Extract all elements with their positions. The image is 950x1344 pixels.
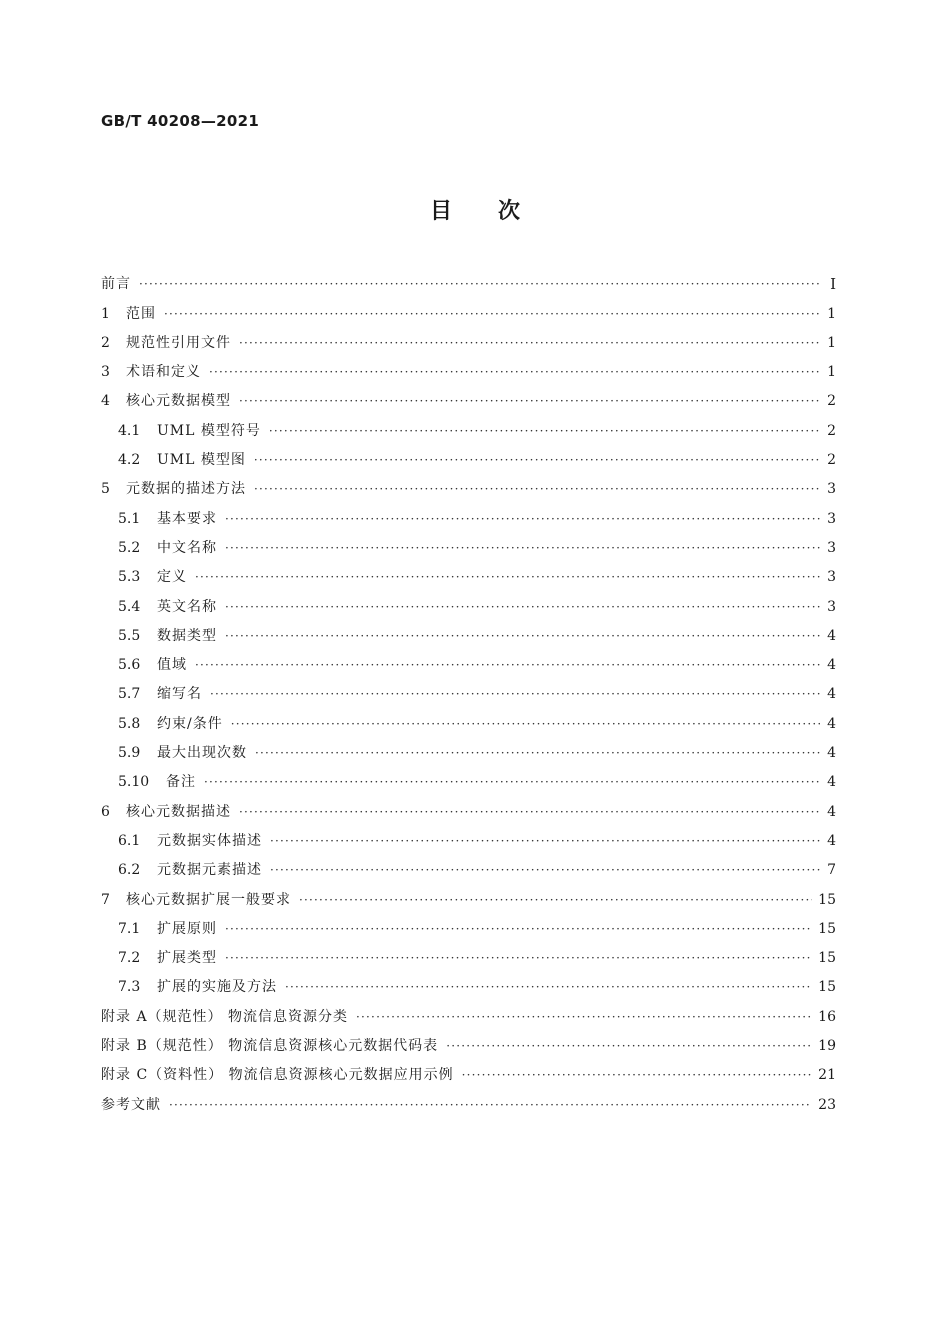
toc-entry[interactable] [101, 1061, 836, 1090]
toc-entry-page: 2 [827, 422, 836, 439]
toc-entry-page: 1 [827, 364, 836, 381]
toc-entry-page: 3 [827, 539, 836, 556]
toc-entry-page: 21 [818, 1067, 836, 1084]
toc-entry-number: 4 [101, 393, 110, 410]
table-of-contents [101, 270, 836, 1120]
toc-entry[interactable] [101, 856, 836, 885]
toc-entry-label: 缩写名 [157, 686, 202, 703]
toc-entry[interactable] [101, 944, 836, 973]
toc-entry-number: 7.1 [118, 920, 141, 937]
toc-entry-number: 5.7 [118, 686, 141, 703]
toc-entry-page: 4 [827, 657, 836, 674]
toc-dot-leader [270, 827, 820, 856]
toc-entry-page: I [830, 275, 836, 294]
toc-entry[interactable] [101, 1090, 836, 1119]
toc-entry-number: 5.5 [118, 627, 141, 644]
toc-entry-page: 3 [827, 481, 836, 498]
toc-entry-page: 4 [827, 803, 836, 820]
toc-entry-number: 5.1 [118, 510, 141, 527]
toc-entry-page: 15 [818, 950, 836, 967]
toc-entry-page: 4 [827, 686, 836, 703]
toc-entry-page: 16 [818, 1008, 836, 1025]
toc-entry[interactable] [101, 475, 836, 504]
toc-entry[interactable] [101, 827, 836, 856]
toc-dot-leader [285, 973, 812, 1002]
toc-entry-number: 7.2 [118, 950, 141, 967]
toc-entry-label: 附录 B（规范性） 物流信息资源核心元数据代码表 [101, 1038, 439, 1055]
toc-dot-leader [231, 710, 820, 739]
toc-entry-page: 4 [827, 715, 836, 732]
toc-entry[interactable] [101, 270, 836, 299]
toc-dot-leader [225, 622, 820, 651]
toc-dot-leader [254, 475, 820, 504]
toc-entry-label: 核心元数据扩展一般要求 [126, 891, 291, 908]
toc-dot-leader [446, 1032, 812, 1061]
toc-entry[interactable] [101, 1032, 836, 1061]
toc-entry-label: 数据类型 [157, 627, 217, 644]
toc-entry[interactable] [101, 446, 836, 475]
toc-entry-label: 扩展类型 [157, 950, 217, 967]
toc-entry-label: 中文名称 [157, 539, 217, 556]
toc-dot-leader [169, 1091, 812, 1120]
toc-entry-page: 7 [827, 862, 836, 879]
toc-entry-label: 扩展原则 [157, 920, 217, 937]
toc-dot-leader [209, 358, 820, 387]
toc-entry-number: 2 [101, 334, 110, 351]
toc-entry[interactable] [101, 592, 836, 621]
toc-dot-leader [204, 768, 820, 797]
toc-dot-leader [270, 856, 820, 885]
toc-entry-number: 4.1 [118, 422, 141, 439]
toc-dot-leader [239, 798, 820, 827]
toc-dot-leader [139, 270, 820, 299]
toc-entry-number: 7 [101, 891, 110, 908]
toc-entry-label: 元数据的描述方法 [126, 481, 246, 498]
toc-entry-label: 附录 C（资料性） 物流信息资源核心元数据应用示例 [101, 1067, 454, 1084]
toc-entry-page: 1 [827, 334, 836, 351]
toc-entry-number: 1 [101, 305, 110, 322]
toc-dot-leader [225, 944, 812, 973]
toc-entry-number: 6.1 [118, 832, 141, 849]
toc-entry-number: 5.2 [118, 539, 141, 556]
toc-dot-leader [195, 563, 820, 592]
toc-entry[interactable] [101, 358, 836, 387]
toc-entry-page: 23 [818, 1096, 836, 1113]
toc-entry[interactable] [101, 534, 836, 563]
toc-entry-number: 4.2 [118, 452, 141, 469]
toc-entry-label: 核心元数据模型 [126, 393, 231, 410]
toc-entry-label: 范围 [126, 305, 156, 322]
toc-entry-label: 最大出现次数 [157, 745, 247, 762]
toc-entry-page: 4 [827, 832, 836, 849]
toc-entry[interactable] [101, 299, 836, 328]
toc-entry[interactable] [101, 885, 836, 914]
toc-entry-label: UML 模型符号 [157, 422, 261, 439]
toc-entry[interactable] [101, 709, 836, 738]
toc-title: 目次 [429, 199, 566, 224]
toc-entry-page: 4 [827, 627, 836, 644]
toc-entry-label: 值域 [157, 657, 187, 674]
toc-entry-number: 7.3 [118, 979, 141, 996]
toc-entry[interactable] [101, 504, 836, 533]
toc-entry[interactable] [101, 973, 836, 1002]
toc-entry-label: 核心元数据描述 [126, 803, 231, 820]
toc-dot-leader [356, 1003, 812, 1032]
toc-entry[interactable] [101, 416, 836, 445]
toc-entry-page: 15 [818, 920, 836, 937]
toc-entry-label: UML 模型图 [157, 452, 246, 469]
toc-dot-leader [195, 651, 820, 680]
toc-dot-leader [225, 593, 820, 622]
toc-entry[interactable] [101, 768, 836, 797]
toc-entry-number: 5.8 [118, 715, 141, 732]
toc-entry-page: 3 [827, 598, 836, 615]
toc-entry[interactable] [101, 739, 836, 768]
toc-entry-label: 参考文献 [101, 1096, 161, 1113]
toc-entry-label: 元数据实体描述 [157, 832, 262, 849]
toc-entry-number: 3 [101, 364, 110, 381]
toc-entry-number: 5.9 [118, 745, 141, 762]
toc-entry-page: 19 [818, 1038, 836, 1055]
toc-entry[interactable] [101, 329, 836, 358]
toc-entry-number: 6.2 [118, 862, 141, 879]
toc-dot-leader [254, 446, 820, 475]
toc-entry-number: 5.6 [118, 657, 141, 674]
toc-entry-label: 术语和定义 [126, 364, 201, 381]
toc-entry-number: 5.3 [118, 569, 141, 586]
toc-entry-label: 前言 [101, 276, 131, 293]
toc-entry[interactable] [101, 622, 836, 651]
toc-dot-leader [239, 329, 820, 358]
toc-entry[interactable] [101, 797, 836, 826]
toc-entry-page: 15 [818, 979, 836, 996]
toc-dot-leader [299, 886, 812, 915]
toc-entry[interactable] [101, 915, 836, 944]
toc-entry-label: 规范性引用文件 [126, 334, 231, 351]
toc-entry-number: 6 [101, 803, 110, 820]
toc-entry-label: 基本要求 [157, 510, 217, 527]
toc-entry-number: 5.4 [118, 598, 141, 615]
toc-entry-page: 2 [827, 452, 836, 469]
toc-dot-leader [239, 387, 820, 416]
toc-entry-page: 1 [827, 305, 836, 322]
toc-dot-leader [210, 680, 820, 709]
toc-dot-leader [225, 534, 820, 563]
toc-dot-leader [269, 417, 820, 446]
toc-entry-page: 4 [827, 774, 836, 791]
toc-dot-leader [255, 739, 820, 768]
toc-dot-leader [225, 915, 812, 944]
toc-entry-number: 5 [101, 481, 110, 498]
toc-entry-label: 定义 [157, 569, 187, 586]
standard-code: GB/T 40208—2021 [101, 112, 260, 130]
toc-dot-leader [225, 505, 820, 534]
toc-entry-number: 5.10 [118, 774, 150, 791]
toc-entry-label: 附录 A（规范性） 物流信息资源分类 [101, 1008, 349, 1025]
toc-entry[interactable] [101, 387, 836, 416]
toc-entry[interactable] [101, 680, 836, 709]
toc-entry[interactable] [101, 1002, 836, 1031]
toc-entry-page: 3 [827, 569, 836, 586]
toc-entry-page: 4 [827, 745, 836, 762]
toc-entry-label: 约束/条件 [157, 715, 223, 732]
toc-entry[interactable] [101, 651, 836, 680]
toc-dot-leader [462, 1061, 813, 1090]
toc-entry-page: 15 [818, 891, 836, 908]
toc-dot-leader [164, 300, 820, 329]
toc-entry-page: 2 [827, 393, 836, 410]
toc-entry-label: 英文名称 [157, 598, 217, 615]
toc-entry-label: 备注 [166, 774, 196, 791]
toc-entry-label: 元数据元素描述 [157, 862, 262, 879]
toc-entry-label: 扩展的实施及方法 [157, 979, 277, 996]
toc-entry-page: 3 [827, 510, 836, 527]
toc-entry[interactable] [101, 563, 836, 592]
